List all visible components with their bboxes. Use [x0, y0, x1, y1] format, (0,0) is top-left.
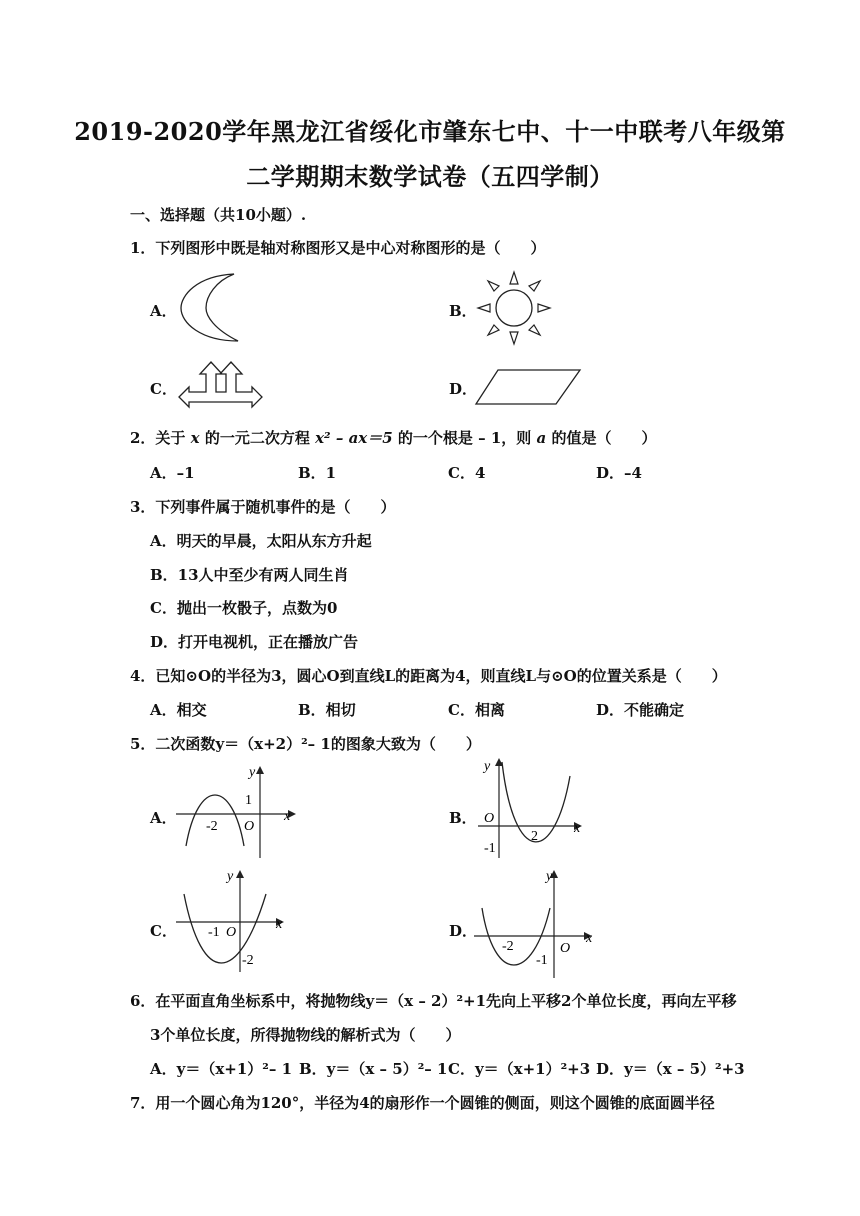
q6-option-c: C．y＝（x+1）²+3 — [448, 1060, 591, 1078]
q6-option-a: A．y＝（x+1）²– 1 — [150, 1060, 293, 1078]
tick-label: -2 — [502, 939, 514, 954]
graph-c — [172, 866, 292, 976]
q5-option-c-label: C． — [150, 922, 177, 940]
q6-option-b: B．y＝（x – 5）²– 1 — [299, 1060, 448, 1078]
title-line-1: 2019-2020学年黑龙江省绥化市肇东七中、十一中联考八年级第 — [74, 117, 786, 146]
origin-label: O — [560, 941, 571, 956]
origin-label: O — [226, 925, 237, 940]
q4-option-a: A．相交 — [150, 701, 207, 719]
q5-option-a-label: A． — [150, 809, 177, 827]
tick-label: 1 — [245, 793, 252, 808]
question-2-stem: 2．关于 x 的一元二次方程 x² – ax＝5 的一个根是 – 1，则 a 的值是（ ） — [130, 429, 657, 447]
question-7-stem: 7．用一个圆心角为120°，半径为4的扇形作一个圆锥的侧面，则这个圆锥的底面圆半径 — [130, 1094, 715, 1112]
q1-option-a-label: A． — [150, 302, 177, 320]
graph-a — [172, 764, 296, 860]
question-5-stem: 5．二次函数y＝（x+2）²– 1的图象大致为（ ） — [130, 735, 481, 753]
q2-option-c: C．4 — [448, 464, 486, 482]
tick-label: -2 — [242, 953, 254, 968]
tick-label: 2 — [531, 829, 538, 844]
tick-label: -1 — [536, 953, 548, 968]
parallelogram-icon — [474, 367, 584, 407]
question-6-line-2: 3个单位长度，所得抛物线的解析式为（ ） — [150, 1026, 461, 1044]
graph-d — [470, 866, 600, 982]
q1-option-d-label: D． — [449, 380, 478, 398]
title-line-2: 二学期期末数学试卷（五四学制） — [246, 162, 614, 191]
y-axis-label: y — [249, 765, 256, 780]
q6-option-d: D．y＝（x – 5）²+3 — [596, 1060, 745, 1078]
y-axis-label: y — [546, 869, 553, 884]
q2-option-a: A．–1 — [150, 464, 195, 482]
graph-b — [474, 756, 586, 864]
arrows-icon — [176, 356, 266, 414]
q3-option-a: A．明天的早晨，太阳从东方升起 — [150, 532, 372, 550]
section-heading: 一、选择题（共10小题）. — [130, 206, 307, 224]
question-4-stem: 4．已知⊙O的半径为3，圆心O到直线L的距离为4，则直线L与⊙O的位置关系是（ ） — [130, 667, 727, 685]
x-axis-label: x — [586, 931, 593, 946]
q2-option-d: D．–4 — [596, 464, 642, 482]
q2-option-b: B．1 — [298, 464, 337, 482]
q5-option-b-label: B． — [449, 809, 477, 827]
question-6-line-1: 6．在平面直角坐标系中，将抛物线y＝（x – 2）²+1先向上平移2个单位长度，再向左平移 — [130, 992, 737, 1010]
tick-label: -2 — [206, 819, 218, 834]
question-3-stem: 3．下列事件属于随机事件的是（ ） — [130, 498, 396, 516]
q5-option-d-label: D． — [449, 922, 478, 940]
x-axis-label: x — [284, 809, 291, 824]
origin-label: O — [484, 811, 495, 826]
tick-label: -1 — [208, 925, 220, 940]
q1-option-b-label: B． — [449, 302, 477, 320]
q1-option-c-label: C． — [150, 380, 177, 398]
origin-label: O — [244, 819, 255, 834]
q4-option-d: D．不能确定 — [596, 701, 685, 719]
sun-icon — [476, 268, 552, 348]
crescent-icon — [176, 271, 266, 345]
q4-option-c: C．相离 — [448, 701, 505, 719]
y-axis-label: y — [484, 759, 491, 774]
q3-option-c: C．抛出一枚骰子，点数为0 — [150, 599, 338, 617]
q4-option-b: B．相切 — [298, 701, 356, 719]
q3-option-b: B．13人中至少有两人同生肖 — [150, 566, 349, 584]
q3-option-d: D．打开电视机，正在播放广告 — [150, 633, 359, 651]
x-axis-label: x — [574, 821, 581, 836]
y-axis-label: y — [227, 869, 234, 884]
question-1-stem: 1．下列图形中既是轴对称图形又是中心对称图形的是（ ） — [130, 239, 546, 257]
x-axis-label: x — [276, 917, 283, 932]
tick-label: -1 — [484, 841, 496, 856]
